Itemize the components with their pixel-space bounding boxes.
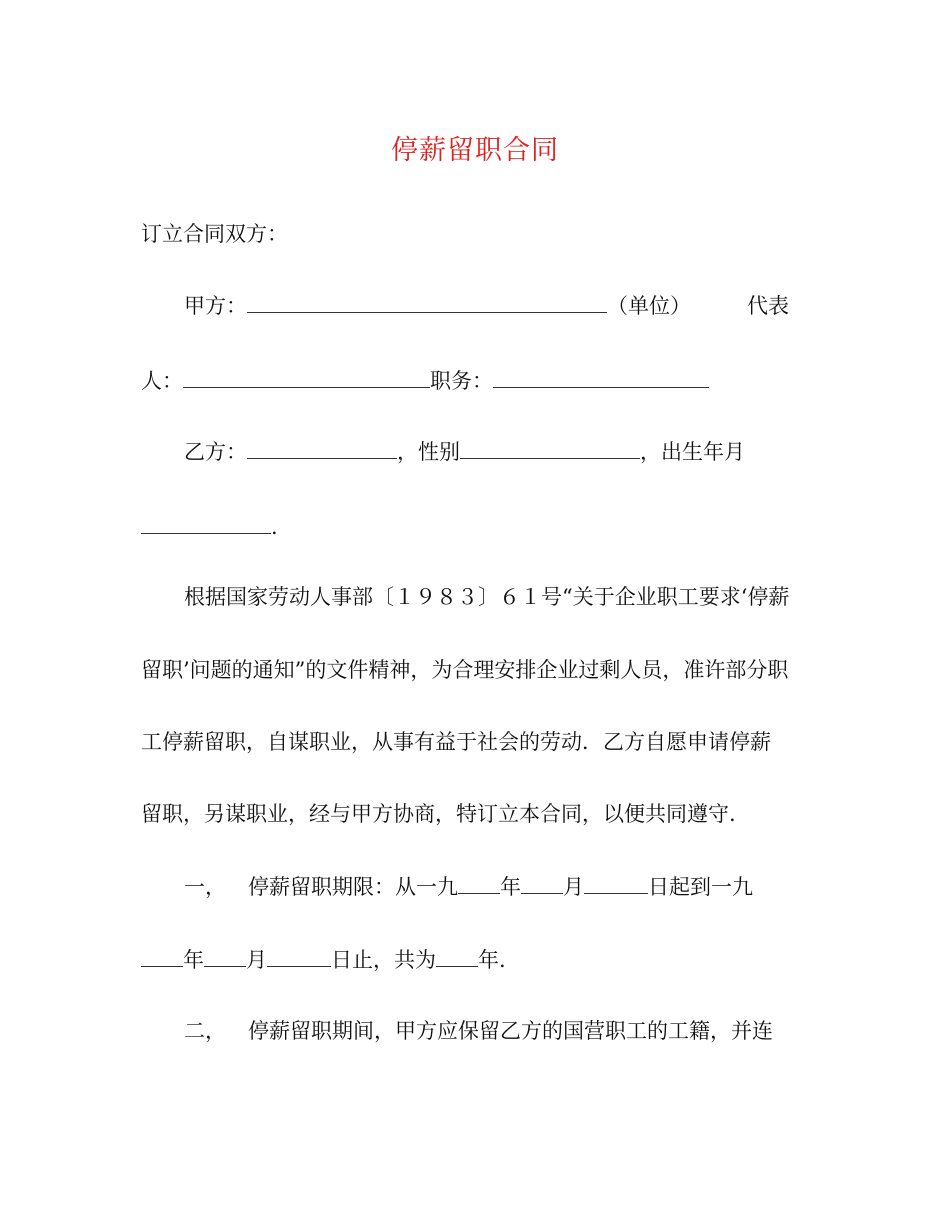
parties-heading: 订立合同双方： xyxy=(141,222,288,246)
party-a-position-field[interactable] xyxy=(493,367,709,388)
clause-1-start-day-field[interactable] xyxy=(584,873,648,894)
preamble-line-4: 留职，另谋职业，经与甲方协商，特订立本合同，以便共同遵守. xyxy=(141,802,736,826)
preamble-line-1: 根据国家劳动人事部〔１９８３〕６１号“关于企业职工要求‘停薪 xyxy=(184,585,790,609)
party-b-gender-field[interactable] xyxy=(460,438,640,459)
clause-1-total-years-field[interactable] xyxy=(436,946,478,967)
clause-1-years-end: 年. xyxy=(478,948,506,972)
clause-1-end-year-field[interactable] xyxy=(141,946,183,967)
clause-1-end-day-field[interactable] xyxy=(267,946,331,967)
clause-1-month-label: 月 xyxy=(563,875,584,899)
clause-2-line-1 xyxy=(184,1016,773,1046)
clause-1-end-month-field[interactable] xyxy=(204,946,246,967)
clause-1-start-year-field[interactable] xyxy=(458,873,500,894)
preamble-line-2: 留职’问题的通知”的文件精神，为合理安排企业过剩人员，准许部分职 xyxy=(141,658,789,682)
clause-1-number: 一， xyxy=(184,875,226,899)
clause-1-day-to: 日止，共为 xyxy=(331,948,436,972)
clause-1-line-1 xyxy=(184,872,753,902)
party-b-birth-field[interactable] xyxy=(141,513,271,534)
party-a-rep-label-end: 人： xyxy=(141,369,183,393)
document-title: 停薪留职合同 xyxy=(391,135,559,166)
clause-2-text: 停薪留职期间，甲方应保留乙方的国营职工的工籍，并连 xyxy=(248,1019,773,1043)
party-a-unit-suffix: （单位） xyxy=(607,294,691,318)
clause-1-text-start: 停薪留职期限：从一九 xyxy=(248,875,458,899)
party-b-line xyxy=(184,437,745,467)
party-a-unit-field[interactable] xyxy=(247,292,607,313)
clause-1-line-2 xyxy=(141,945,506,975)
party-b-birth-line xyxy=(141,512,278,542)
party-b-gender-label: ，性别 xyxy=(397,440,460,464)
party-a-rep-field[interactable] xyxy=(183,367,430,388)
party-b-name-field[interactable] xyxy=(247,438,397,459)
clause-1-start-month-field[interactable] xyxy=(521,873,563,894)
party-a-rep-line xyxy=(141,366,709,396)
clause-1-day-from: 日起到一九 xyxy=(648,875,753,899)
preamble-line-3: 工停薪留职，自谋职业，从事有益于社会的劳动．乙方自愿申请停薪 xyxy=(141,730,771,754)
party-b-birth-label: ，出生年月 xyxy=(640,440,745,464)
clause-1-end-year-label: 年 xyxy=(183,948,204,972)
party-a-position-label: 职务： xyxy=(430,369,493,393)
party-a-rep-label-start: 代表 xyxy=(747,294,789,318)
party-a-line xyxy=(184,291,789,321)
party-b-end-mark: . xyxy=(271,515,278,539)
clause-1-end-month-label: 月 xyxy=(246,948,267,972)
clause-1-year-label: 年 xyxy=(500,875,521,899)
party-b-label: 乙方： xyxy=(184,440,247,464)
clause-2-number: 二， xyxy=(184,1019,226,1043)
party-a-label: 甲方： xyxy=(184,294,247,318)
